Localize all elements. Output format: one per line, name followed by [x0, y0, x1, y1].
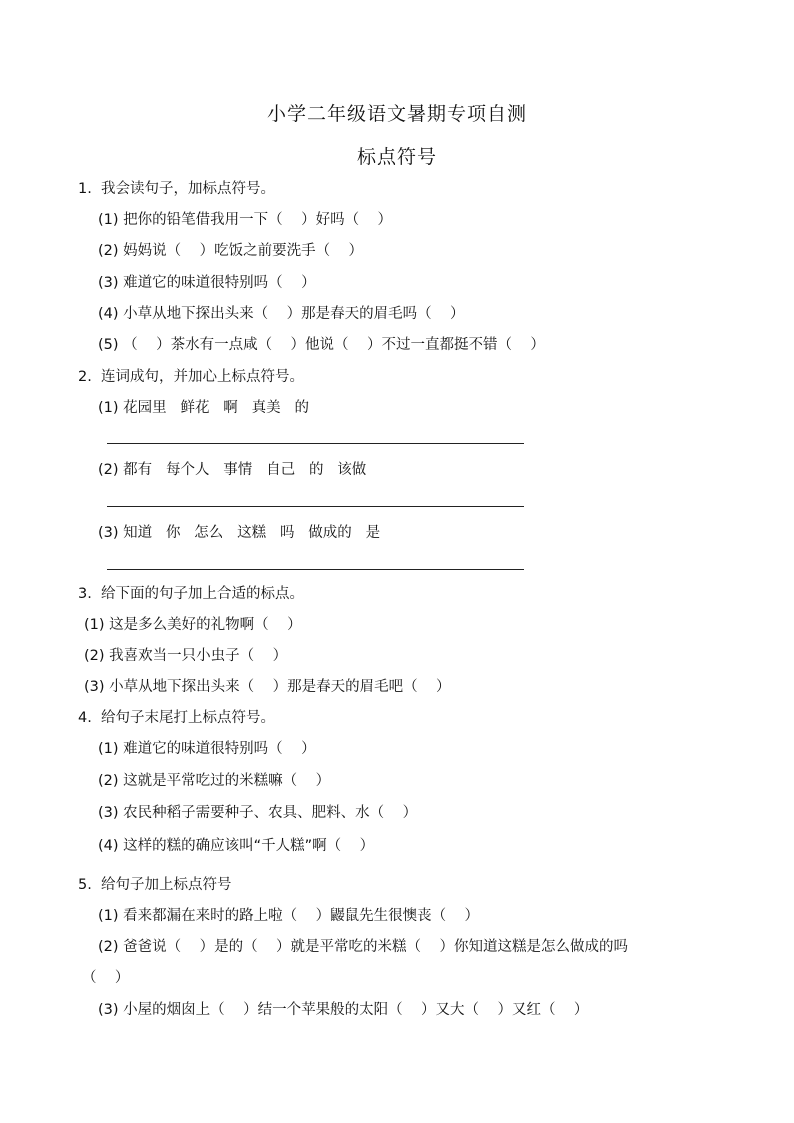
section-5-item-3: (3) 小屋的烟囱上（ ）结一个苹果般的太阳（ ）又大（ ）又红（ ）: [98, 1002, 589, 1018]
section-2-item-2: (2) 都有 每个人 事情 自己 的 该做: [98, 462, 367, 478]
worksheet-title: 小学二年级语文暑期专项自测: [266, 103, 527, 125]
answer-line-2[interactable]: [107, 506, 524, 507]
section-1-item-5: (5) （ ）茶水有一点咸（ ）他说（ ）不过一直都挺不错（ ）: [98, 337, 545, 353]
section-5-item-2-continued: （ ）: [82, 970, 130, 986]
section-3-item-2: (2) 我喜欢当一只小虫子（ ）: [84, 648, 288, 664]
section-5-heading: 5. 给句子加上标点符号: [78, 877, 232, 893]
worksheet-subtitle: 标点符号: [356, 146, 437, 168]
section-3-item-1: (1) 这是多么美好的礼物啊（ ）: [84, 617, 302, 633]
section-4-item-2: (2) 这就是平常吃过的米糕嘛（ ）: [98, 773, 331, 789]
section-2-item-1: (1) 花园里 鲜花 啊 真美 的: [98, 400, 309, 416]
section-4-item-3: (3) 农民种稻子需要种子、农具、肥料、水（ ）: [98, 805, 418, 821]
section-1-heading: 1. 我会读句子，加标点符号。: [78, 181, 276, 197]
section-3-item-3: (3) 小草从地下探出头来（ ）那是春天的眉毛吧（ ）: [84, 679, 451, 695]
section-4-item-4: (4) 这样的糕的确应该叫“千人糕”啊（ ）: [98, 838, 375, 854]
section-1-item-3: (3) 难道它的味道很特别吗（ ）: [98, 275, 316, 291]
section-2-heading: 2. 连词成句，并加心上标点符号。: [78, 369, 305, 385]
answer-line-1[interactable]: [107, 443, 524, 444]
section-1-item-4: (4) 小草从地下探出头来（ ）那是春天的眉毛吗（ ）: [98, 306, 465, 322]
section-3-heading: 3. 给下面的句子加上合适的标点。: [78, 586, 305, 602]
section-5-item-1: (1) 看来都漏在来时的路上啦（ ）鼹鼠先生很懊丧（ ）: [98, 908, 480, 924]
section-4-heading: 4. 给句子末尾打上标点符号。: [78, 710, 276, 726]
section-1-item-1: (1) 把你的铅笔借我用一下（ ）好吗（ ）: [98, 212, 393, 228]
answer-line-3[interactable]: [107, 569, 524, 570]
section-4-item-1: (1) 难道它的味道很特别吗（ ）: [98, 741, 316, 757]
section-1-item-2: (2) 妈妈说（ ）吃饭之前要洗手（ ）: [98, 243, 364, 259]
section-5-item-2: (2) 爸爸说（ ）是的（ ）就是平常吃的米糕（ ）你知道这糕是怎么做成的吗: [98, 939, 628, 955]
section-2-item-3: (3) 知道 你 怎么 这糕 吗 做成的 是: [98, 525, 381, 541]
